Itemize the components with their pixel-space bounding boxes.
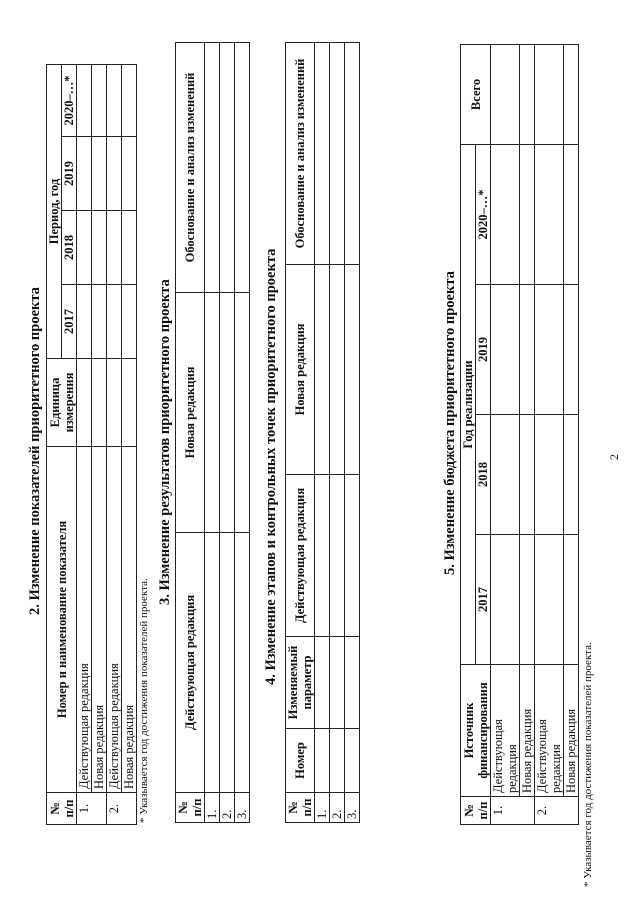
table-row (564, 44, 579, 824)
col-header-source: Источник финансирования (461, 665, 491, 797)
col-header-year: 2020–…* (476, 144, 491, 284)
col-header-year: Год реализации (461, 144, 476, 664)
table-row (330, 43, 345, 823)
col-header-new: Новая редакция (286, 265, 315, 475)
table-row (107, 64, 122, 824)
stages-table (285, 42, 360, 823)
footnote: * Указывается год достижения показателей проекта. (582, 642, 594, 887)
table-row (205, 43, 220, 823)
table-row (122, 64, 137, 824)
row-label: Новая редакция (92, 447, 107, 793)
section-2-title: 2. Изменение показателей приоритетного проекта (27, 287, 43, 615)
col-header-year: 2017 (476, 535, 491, 665)
row-label: Действующая редакция (535, 665, 564, 797)
table-row (235, 43, 250, 823)
section-3-title: 3. Изменение результатов приоритетного проекта (157, 279, 173, 605)
section-5-title: 5. Изменение бюджета приоритетного проекта (442, 271, 458, 575)
row-label: Новая редакция (564, 665, 579, 797)
section-4-title: 4. Изменение этапов и контрольных точек приоритетного проекта (263, 248, 279, 685)
table-row (491, 44, 520, 824)
table-row (77, 64, 92, 824)
row-num: 1. (491, 797, 535, 825)
row-num: 2. (330, 793, 345, 823)
col-header-year: 2017 (62, 285, 77, 359)
col-header-num: № п/п (461, 797, 491, 825)
page-number: 2 (607, 454, 621, 460)
col-header-number: Номер (286, 729, 315, 793)
row-num: 1. (315, 793, 330, 823)
footnote: * Указывается год достижения показателей проекта. (138, 578, 150, 823)
col-header-year: 2018 (62, 211, 77, 285)
table-row (535, 44, 564, 824)
row-num: 1. (205, 793, 220, 823)
col-header-num: № п/п (286, 793, 315, 823)
col-header-year: 2018 (476, 415, 491, 535)
col-header-total: Всего (461, 44, 491, 144)
indicators-table (46, 64, 137, 825)
row-label: Действующая редакция (491, 665, 520, 797)
row-num: 1. (77, 793, 107, 825)
table-row (220, 43, 235, 823)
table-row (345, 43, 360, 823)
row-label: Действующая редакция (77, 447, 92, 793)
col-header-num: № п/п (47, 793, 77, 825)
col-header-current: Действующая редакция (286, 475, 315, 637)
table-row (520, 44, 535, 824)
row-label: Новая редакция (122, 447, 137, 793)
col-header-year: 2019 (62, 137, 77, 211)
row-label: Новая редакция (520, 665, 535, 797)
row-num: 2. (107, 793, 137, 825)
table-row (315, 43, 330, 823)
col-header-indicator: Номер и наименование показателя (47, 447, 77, 793)
results-table (175, 42, 250, 823)
col-header-period: Период, год (47, 64, 62, 358)
col-header-reason: Обоснование и анализ изменений (176, 43, 205, 293)
col-header-reason: Обоснование и анализ изменений (286, 43, 315, 265)
row-num: 2. (535, 797, 579, 825)
col-header-param: Изменяемый параметр (286, 637, 315, 729)
row-num: 3. (345, 793, 360, 823)
table-row (92, 64, 107, 824)
row-label: Действующая редакция (107, 447, 122, 793)
col-header-year: 2019 (476, 285, 491, 415)
budget-table (460, 44, 579, 825)
col-header-num: № п/п (176, 793, 205, 823)
col-header-unit: Единица измерения (47, 359, 77, 447)
row-num: 3. (235, 793, 250, 823)
row-num: 2. (220, 793, 235, 823)
col-header-new: Новая редакция (176, 293, 205, 533)
col-header-year: 2020–…* (62, 64, 77, 136)
col-header-current: Действующая редакция (176, 533, 205, 793)
